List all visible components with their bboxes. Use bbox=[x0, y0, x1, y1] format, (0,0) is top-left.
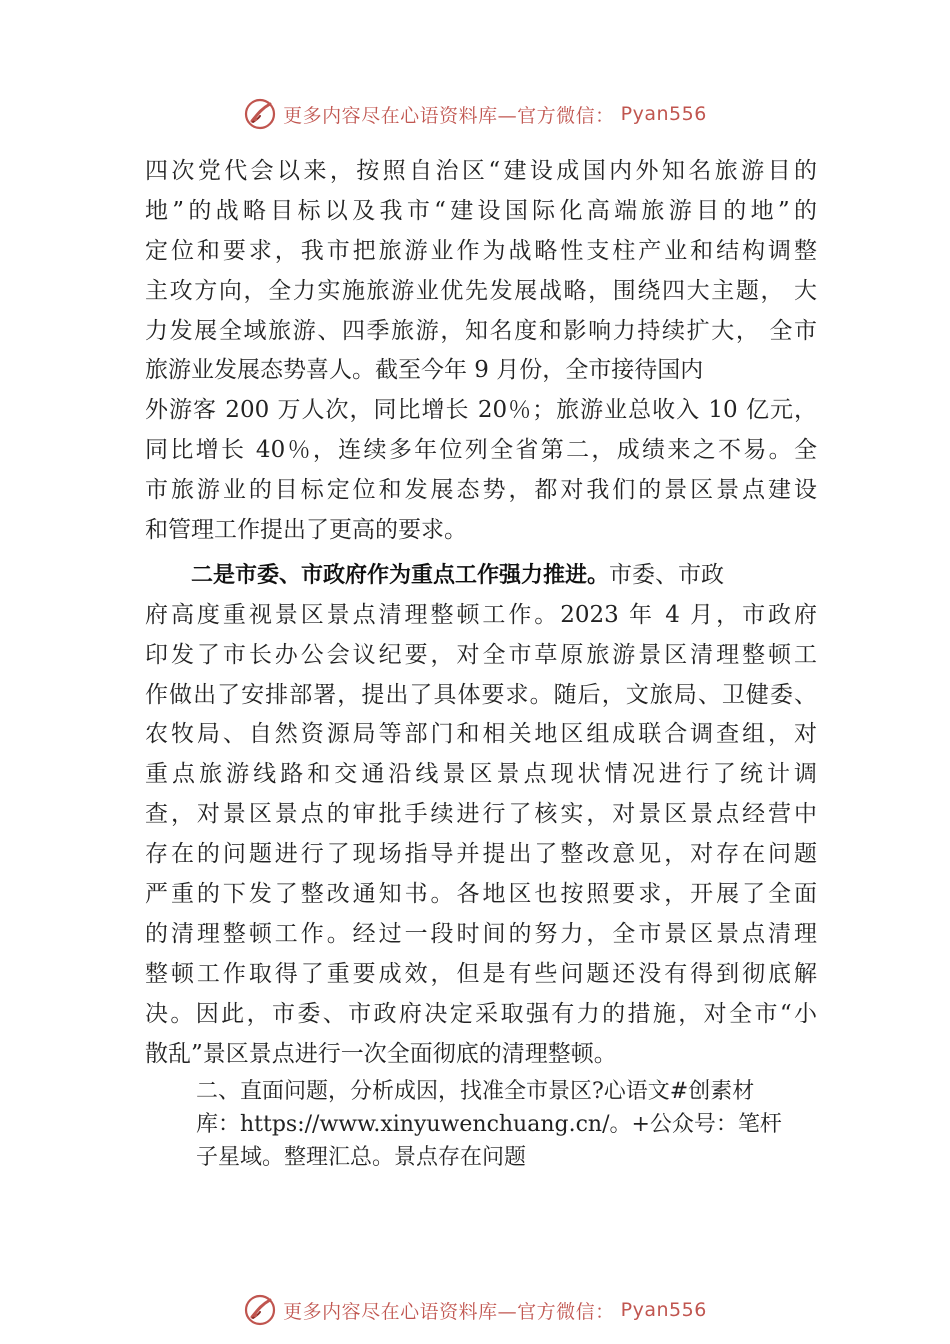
text-line: 定位和要求，我市把旅游业作为战略性支柱产业和结构调整 bbox=[145, 237, 817, 264]
lead-line-rest: 市委、市政 bbox=[609, 561, 725, 588]
text-line: 作做出了安排部署，提出了具体要求。随后，文旅局、卫健委、 bbox=[145, 681, 817, 708]
section-line: 二、直面问题，分析成因，找准全市景区?心语文#创素材 bbox=[196, 1079, 755, 1104]
text-line: 旅游业发展态势喜人。截至今年 9 月份，全市接待国内 bbox=[145, 357, 704, 384]
text-line: 主攻方向，全力实施旅游业优先发展战略，围绕四大主题， 大 bbox=[145, 277, 817, 304]
watermark-handle: Pyan556 bbox=[620, 103, 707, 125]
section-two-heading bbox=[196, 1075, 846, 1174]
text-line bbox=[145, 556, 817, 596]
watermark-handle: Pyan556 bbox=[620, 1299, 707, 1321]
brush-logo-icon bbox=[243, 1293, 277, 1327]
brush-logo-icon bbox=[243, 97, 277, 131]
text-line: 地”的战略目标以及我市“建设国际化高端旅游目的地”的 bbox=[145, 197, 817, 224]
watermark-text: 更多内容尽在心语资料库—官方微信： bbox=[283, 1300, 615, 1323]
text-line: 府高度重视景区景点清理整顿工作。2023 年 4 月，市政府 bbox=[145, 601, 817, 628]
text-line: 存在的问题进行了现场指导并提出了整改意见，对存在问题 bbox=[145, 841, 817, 868]
text-line: 力发展全域旅游、四季旅游，知名度和影响力持续扩大， 全市 bbox=[145, 317, 817, 344]
footer-watermark bbox=[0, 1288, 950, 1332]
text-line: 四次党代会以来，按照自治区“建设成国内外知名旅游目的 bbox=[145, 158, 817, 184]
text-line: 整顿工作取得了重要成效，但是有些问题还没有得到彻底解 bbox=[145, 960, 817, 987]
section-line: 子星域。整理汇总。景点存在问题 bbox=[196, 1145, 527, 1170]
watermark-text: 更多内容尽在心语资料库—官方微信： bbox=[283, 104, 615, 127]
text-line: 重点旅游线路和交通沿线景区景点现状情况进行了统计调 bbox=[145, 761, 817, 788]
header-watermark bbox=[0, 92, 950, 136]
text-line: 和管理工作提出了更高的要求。 bbox=[145, 517, 467, 544]
paragraph-tourism-development bbox=[145, 152, 817, 551]
text-line: 农牧局、自然资源局等部门和相关地区组成联合调查组，对 bbox=[145, 721, 817, 748]
text-line: 的清理整顿工作。经过一段时间的努力，全市景区景点清理 bbox=[145, 920, 817, 947]
text-line: 外游客 200 万人次，同比增长 20％；旅游业总收入 10 亿元， bbox=[145, 397, 817, 424]
text-line: 市旅游业的目标定位和发展态势，都对我们的景区景点建设 bbox=[145, 477, 817, 504]
text-line: 决。因此，市委、市政府决定采取强有力的措施，对全市“小 bbox=[145, 1000, 817, 1027]
document-body bbox=[145, 152, 817, 1074]
text-line: 印发了市长办公会议纪要，对全市草原旅游景区清理整顿工 bbox=[145, 641, 817, 668]
paragraph-lead-heading: 二是市委、市政府作为重点工作强力推进。 bbox=[191, 562, 610, 588]
paragraph-government-priority bbox=[145, 556, 817, 1075]
text-line: 查，对景区景点的审批手续进行了核实，对景区景点经营中 bbox=[145, 801, 817, 828]
text-line: 同比增长 40％，连续多年位列全省第二，成绩来之不易。全 bbox=[145, 437, 817, 464]
section-line: 库：https://www.xinyuwenchuang.cn/。+公众号：笔杆 bbox=[196, 1112, 782, 1137]
text-line: 严重的下发了整改通知书。各地区也按照要求，开展了全面 bbox=[145, 881, 817, 908]
text-line: 散乱”景区景点进行一次全面彻底的清理整顿。 bbox=[145, 1040, 617, 1067]
